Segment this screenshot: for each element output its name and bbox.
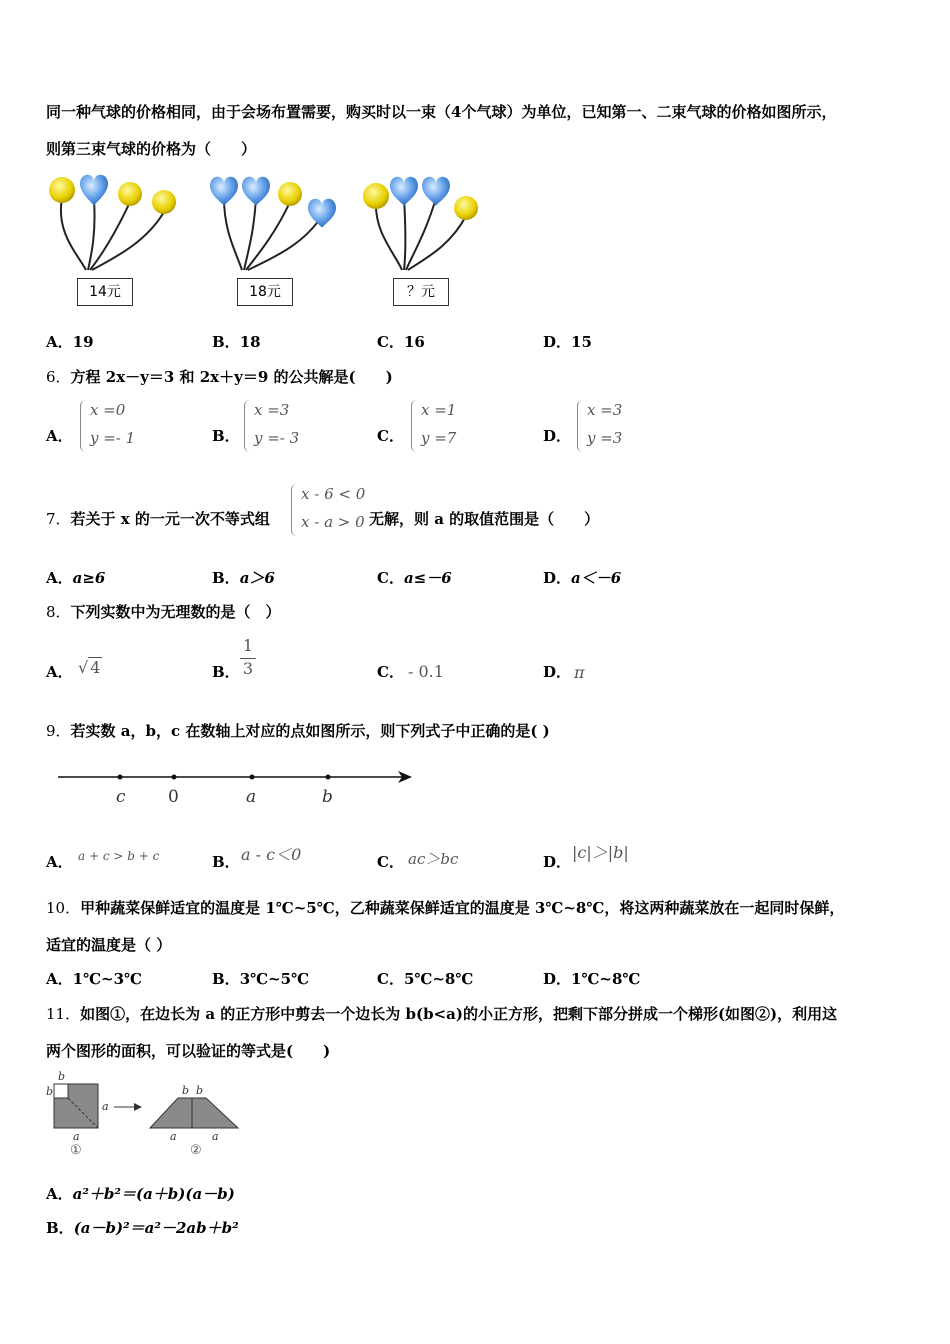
option-value: (a－b)²＝a²－2ab＋b² — [73, 1219, 239, 1237]
option-value: 1℃~3℃ — [72, 970, 143, 988]
q8-stem — [46, 602, 281, 622]
q6-option-b-label[interactable]: B． — [212, 427, 240, 445]
square-trapezoid-figure — [44, 1070, 244, 1162]
q9-option-d-value[interactable]: |c|＞|b| — [572, 843, 629, 862]
axis-label-0: 0 — [168, 787, 179, 807]
point-a — [250, 775, 255, 780]
axis-label-a: a — [246, 787, 257, 807]
fig-label-a-bottom: a — [73, 1130, 80, 1143]
option-value: 19 — [72, 333, 94, 351]
system-row-2: y =3 — [587, 429, 623, 447]
fig-label-two: ② — [190, 1143, 202, 1158]
system-row-1: x =0 — [90, 401, 126, 419]
q11-option-a[interactable] — [46, 1184, 235, 1204]
option-label: C． — [377, 970, 404, 988]
question-text: 方程 2x－y＝3 和 2x＋y＝9 的公共解是( ) — [70, 368, 393, 386]
q7-option-b[interactable] — [212, 568, 275, 588]
option-label: A． — [46, 970, 73, 988]
q9-stem — [46, 721, 550, 741]
question-number: 11． — [46, 1005, 81, 1023]
q8-option-a-value[interactable] — [78, 658, 102, 677]
q6-option-c-system[interactable] — [411, 400, 481, 452]
q8-option-c-label[interactable]: C． — [377, 663, 404, 681]
q8-option-d-value[interactable]: π — [574, 663, 585, 682]
system-row-1: x - 6 < 0 — [301, 485, 366, 503]
q7-option-a[interactable] — [46, 568, 105, 588]
option-label: B． — [46, 1219, 74, 1237]
q7-option-c[interactable] — [377, 568, 452, 588]
q7-inequality-system — [291, 484, 369, 536]
q10-option-c[interactable] — [377, 969, 473, 989]
q7-stem-pre — [46, 509, 270, 529]
option-value: a≤－6 — [403, 569, 452, 587]
q9-option-a-value[interactable]: a + c > b + c — [78, 849, 160, 863]
question-text: 如图①，在边长为 a 的正方形中剪去一个边长为 b(b<a)的小正方形，把剩下部分拼成一个梯形(如图②)，利用这 — [80, 1005, 838, 1023]
q10-option-b[interactable] — [212, 969, 309, 989]
price-tag-3: ？元 — [393, 278, 449, 306]
question-number: 10． — [46, 899, 81, 917]
question-text: 若关于 x 的一元一次不等式组 — [70, 510, 270, 528]
system-row-1: x =3 — [587, 401, 623, 419]
brace — [577, 400, 584, 452]
option-value: 16 — [403, 333, 425, 351]
option-value: 18 — [239, 333, 261, 351]
question-number: 6． — [46, 368, 71, 386]
fig-label-b-trap-2: b — [196, 1084, 204, 1097]
small-square — [54, 1084, 68, 1098]
option-label: C． — [377, 569, 404, 587]
option-label: B． — [212, 970, 240, 988]
fig-label-a-trap-2: a — [212, 1130, 219, 1143]
q11-stem-line2: 两个图形的面积，可以验证的等式是( ) — [46, 1042, 331, 1060]
system-row-2: y =- 3 — [254, 429, 300, 447]
fig-label-b-left: b — [46, 1085, 54, 1098]
fig-label-b-trap-1: b — [182, 1084, 190, 1097]
q6-option-d-label[interactable]: D． — [543, 427, 572, 445]
q5-option-c[interactable] — [377, 332, 425, 352]
denominator: 3 — [240, 658, 256, 679]
price-tag-1: 14元 — [77, 278, 133, 306]
option-label: A． — [46, 569, 73, 587]
option-value: a＜－6 — [571, 569, 622, 587]
question-number: 8． — [46, 603, 71, 621]
point-b — [326, 775, 331, 780]
brace — [411, 400, 418, 452]
brace — [291, 484, 298, 536]
question-number: 9． — [46, 722, 71, 740]
q9-option-d-label[interactable]: D． — [543, 853, 572, 871]
balloon-bunch-3 — [363, 177, 478, 270]
q10-option-d[interactable] — [543, 969, 640, 989]
q6-option-c-label[interactable]: C． — [377, 427, 404, 445]
q6-option-a-label[interactable]: A． — [46, 427, 73, 445]
point-0 — [172, 775, 177, 780]
question-number: 7． — [46, 510, 71, 528]
option-value: a²＋b²＝(a＋b)(a－b) — [72, 1185, 235, 1203]
q5-option-a[interactable] — [46, 332, 94, 352]
q6-stem — [46, 367, 393, 387]
fig-label-one: ① — [70, 1143, 82, 1158]
system-row-2: y =7 — [421, 429, 457, 447]
system-row-1: x =3 — [254, 401, 290, 419]
radicand: 4 — [90, 658, 101, 677]
q5-option-d[interactable] — [543, 332, 592, 352]
q10-stem-line1 — [46, 898, 844, 918]
axis-label-c: c — [116, 787, 126, 807]
q8-option-b-label[interactable]: B． — [212, 663, 240, 681]
option-value: 3℃~5℃ — [239, 970, 310, 988]
option-label: D． — [543, 333, 572, 351]
axis-label-b: b — [322, 787, 333, 807]
option-label: A． — [46, 1185, 73, 1203]
balloon-bunch-2 — [210, 177, 336, 270]
sqrt-icon: √ — [78, 658, 89, 677]
q6-option-d-system[interactable] — [577, 400, 647, 452]
q5-stem-line2: 则第三束气球的价格为（ ） — [46, 140, 257, 158]
q7-option-d[interactable] — [543, 568, 621, 588]
arrow-icon — [134, 1103, 142, 1111]
q9-option-b-label[interactable]: B． — [212, 853, 240, 871]
fig-label-a-trap-1: a — [170, 1130, 177, 1143]
number-line — [56, 764, 416, 810]
option-label: B． — [212, 569, 240, 587]
q7-stem-post: 无解，则 a 的取值范围是（ ） — [369, 510, 600, 528]
q9-option-c-label[interactable]: C． — [377, 853, 404, 871]
option-value: a＞6 — [239, 569, 275, 587]
q8-option-b-fraction[interactable] — [240, 636, 256, 679]
q6-option-a-system[interactable] — [80, 400, 150, 452]
option-value: 5℃~8℃ — [403, 970, 474, 988]
q8-option-d-label[interactable]: D． — [543, 663, 572, 681]
question-text: 下列实数中为无理数的是（ ） — [70, 603, 281, 621]
option-label: A． — [46, 333, 73, 351]
option-label: C． — [377, 333, 404, 351]
point-c — [118, 775, 123, 780]
fig-label-a-right: a — [102, 1100, 109, 1113]
system-row-2: y =- 1 — [90, 429, 136, 447]
question-text: 甲种蔬菜保鲜适宜的温度是 1℃~5℃，乙种蔬菜保鲜适宜的温度是 3℃~8℃，将这两种蔬菜放在一起同时保鲜， — [80, 899, 845, 917]
fig-label-b-top: b — [58, 1070, 66, 1083]
q6-option-b-system[interactable] — [244, 400, 314, 452]
q9-option-c-value[interactable]: ac＞bc — [408, 850, 459, 868]
trapezoid — [150, 1098, 238, 1128]
q8-option-a-label[interactable]: A． — [46, 663, 73, 681]
option-label: D． — [543, 569, 572, 587]
brace — [244, 400, 251, 452]
balloon-bunch-1 — [49, 175, 176, 270]
price-tag-2: 18元 — [237, 278, 293, 306]
q11-stem-line1 — [46, 1004, 837, 1024]
option-value: 15 — [571, 333, 592, 351]
q5-stem-line1: 同一种气球的价格相同，由于会场布置需要，购买时以一束（4个气球）为单位，已知第一、二束气球的价格如图所示， — [46, 103, 837, 121]
q8-option-c-value[interactable]: - 0.1 — [408, 662, 444, 681]
question-text: 若实数 a，b，c 在数轴上对应的点如图所示，则下列式子中正确的是( ) — [70, 722, 550, 740]
option-value: a≥6 — [72, 569, 106, 587]
q11-option-b[interactable] — [46, 1218, 239, 1238]
q10-option-a[interactable] — [46, 969, 142, 989]
q9-option-b-value[interactable]: a - c＜0 — [241, 845, 302, 864]
system-row-1: x =1 — [421, 401, 457, 419]
brace — [80, 400, 87, 452]
numerator: 1 — [242, 636, 254, 655]
system-row-2: x - a > 0 — [301, 513, 365, 531]
q9-option-a-label[interactable]: A． — [46, 853, 73, 871]
q5-option-b[interactable] — [212, 332, 261, 352]
option-label: B． — [212, 333, 240, 351]
option-value: 1℃~8℃ — [571, 970, 641, 988]
q10-stem-line2: 适宜的温度是（ ） — [46, 936, 172, 954]
option-label: D． — [543, 970, 572, 988]
